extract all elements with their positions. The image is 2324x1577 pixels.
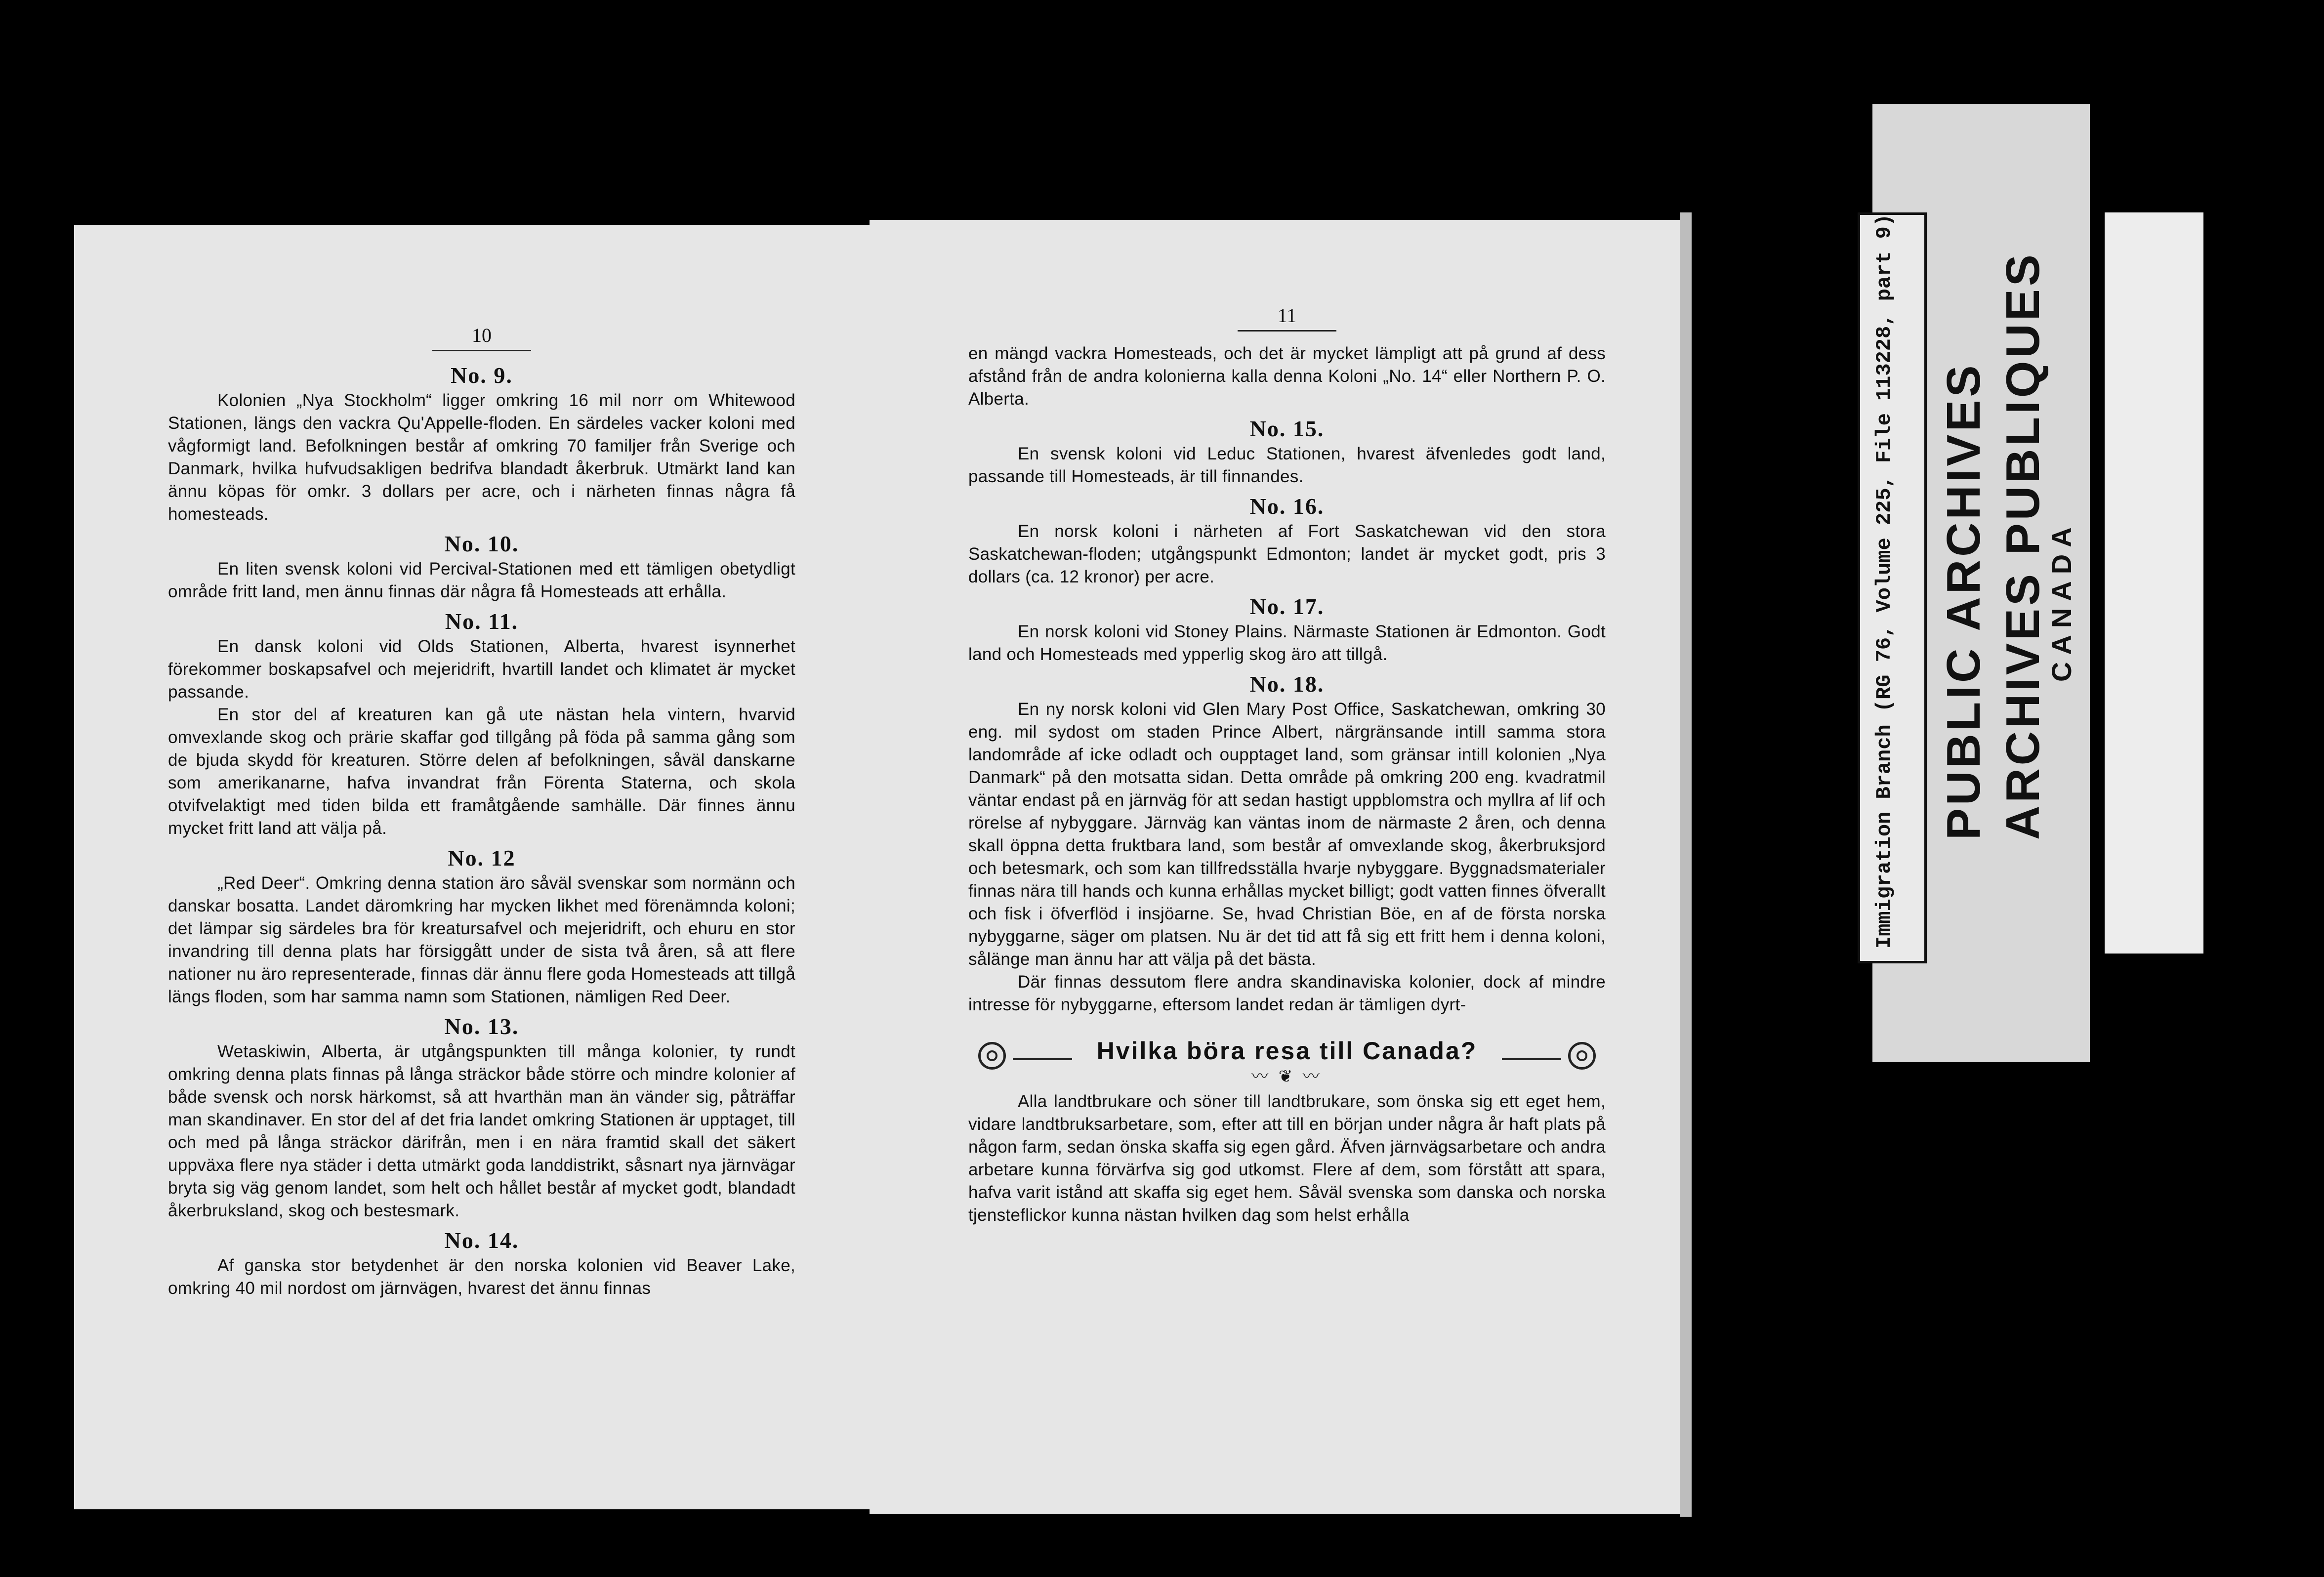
archive-country: CANADA	[2046, 520, 2077, 682]
section-heading: No. 10.	[444, 531, 519, 556]
section-paragraph: En norsk koloni vid Stoney Plains. Närmaste Stationen är Edmonton. Godt land och Homesteads med ypperlig skog äro att tillgå.	[968, 622, 1606, 664]
left-sections	[168, 362, 795, 1300]
section-paragraph: En stor del af kreaturen kan gå ute nästan hela vintern, hvarvid omvexlande skog och prärie skaffar god tillgång på föda på samma gång som de bjuda skydd för kreaturen. Större delen af befolkningen, såväl danskarne som amerikanarne, hafva invandrat från Förenta Staterna, och skola otvifvelaktigt med tiden bilda ett framåtgående samhälle. Där finnes ännu mycket fritt land att välja på.	[168, 705, 795, 838]
archive-reference: Immigration Branch (RG 76, Volume 225, File 113228, part 9)	[1872, 213, 1896, 949]
section-paragraph: „Red Deer“. Omkring denna station äro såväl svenskar som normänn och danskar bosatta. Landet däromkring har mycken likhet med förenämnda koloni; det lämpar sig särdeles bra för kreatursafvel och mejeridrift, och ehuru en stor invandring till denna plats har försiggått under de sista två åren, så att flere nationer nu äro representerade, finnas där ännu flere goda Homesteads att tillgå längs floden, som har samma namn som Stationen, nämligen Red Deer.	[168, 873, 795, 1006]
section-paragraph: En svensk koloni vid Leduc Stationen, hvarest äfvenledes godt land, passande till Homesteads, är till finnandes.	[968, 444, 1606, 486]
left-page	[74, 225, 870, 1509]
scroll-ornament-icon: 〰 ❦ 〰	[1251, 1068, 1323, 1086]
section-heading: No. 12	[448, 845, 516, 871]
section-heading: No. 9.	[451, 363, 513, 388]
section-banner	[968, 1031, 1606, 1085]
section-heading: No. 16.	[1249, 494, 1325, 519]
section-heading: No. 14.	[444, 1228, 519, 1253]
intro-paragraph: en mängd vackra Homesteads, och det är mycket lämpligt att på grund af dess afstånd från de andra kolonierna kalla denna Koloni „No. 14“ eller Northern P. O. Alberta.	[968, 344, 1606, 409]
banner-rule	[1013, 1058, 1072, 1060]
section-paragraph: En ny norsk koloni vid Glen Mary Post Office, Saskatchewan, omkring 30 eng. mil sydost om staden Prince Albert, närgränsande intill samma stora landområde af icke odladt och oupptaget land, som gränsar intill kolonien „Nya Danmark“ på den motsatta sidan. Detta område på omkring 200 eng. kvadratmil väntar endast på en järnväg för att sedan hastigt uppblomstra och myllra af lif och rörelse af nybyggare. Järnväg kan väntas inom de närmaste 2 åren, och denna skall öppna detta fruktbara land, som består af omvexlande skog, åkerbruksjord och betesmark, och som kan tillfredsställa hvarje nybyggare. Byggnadsmaterialer finnas nära till hands och kunna erhållas mycket billigt; godt vatten finnes öfverallt och fisk i öfverflöd i insjöarne. Se, hvad Christian Böe, en af de första norska nybyggarne, säger om platsen. Nu är det tid att få sig ett fritt hem i denna koloni, sålänge man ännu har att välja på det bästa.	[968, 700, 1606, 969]
banner-rule	[1502, 1058, 1561, 1060]
page-number: 10	[432, 324, 531, 351]
banner-title: Hvilka böra resa till Canada?	[1096, 1037, 1478, 1065]
section-paragraph: Där finnas dessutom flere andra skandinaviska kolonier, dock af mindre intresse för nybyggarne, eftersom landet redan är tämligen dyrt-	[968, 972, 1606, 1014]
section-paragraph: En dansk koloni vid Olds Stationen, Alberta, hvarest isynnerhet förekommer boskapsafvel och mejeridrift, hvartill landet och klimatet är mycket passande.	[168, 637, 795, 702]
label-right-strip	[2105, 212, 2203, 954]
right-sections	[968, 415, 1606, 1016]
section-heading: No. 11.	[445, 609, 519, 634]
section-paragraph: Af ganska stor betydenhet är den norska kolonien vid Beaver Lake, omkring 40 mil nordost om järnvägen, hvarest det ännu finnas	[168, 1256, 795, 1298]
section-heading: No. 15.	[1249, 416, 1325, 441]
section-heading: No. 18.	[1249, 671, 1325, 697]
section-paragraph: En liten svensk koloni vid Percival-Stationen med ett tämligen obetydligt område fritt land, men ännu finnas där några få Homesteads att erhålla.	[168, 559, 795, 601]
section-paragraph: Wetaskiwin, Alberta, är utgångspunkten till många kolonier, ty rundt omkring denna plats finnas på långa sträckor både större och mindre kolonier af både svensk och norsk härkomst, så att hvarthän man än vänder sig, påträffar man skandinaver. En stor del af det fria landet omkring Stationen är upptaget, till och med på långa sträckor därifrån, men i en nära framtid skall det säkert uppväxa flere nya städer i detta utmärkt goda landdistrikt, såsnart nya järnvägar bryta sig väg genom landet, som helt och hållet består af mycket godt, blandadt åkerbruksland, skog och bestesmark.	[168, 1042, 795, 1220]
section-paragraph: Kolonien „Nya Stockholm“ ligger omkring 16 mil norr om Whitewood Stationen, längs den vackra Qu'Appelle-floden. En särdeles vacker koloni med vågformigt land. Befolkningen består af omkring 70 familjer från Sverige och Danmark, hvilka hufvudsakligen bedrifva blandadt åkerbruk. Utmärkt land kan ännu köpas för omkr. 3 dollars per acre, och i närheten finnas några få homesteads.	[168, 391, 795, 524]
archive-name-english: PUBLIC ARCHIVES	[1937, 362, 1990, 840]
archive-name-french: ARCHIVES PUBLIQUES	[1996, 251, 2049, 840]
closing-paragraph: Alla landtbrukare och söner till landtbrukare, som önska sig ett eget hem, vidare landtbruksarbetare, som, efter att till en början under några år haft plats på någon farm, sedan önska skaffa sig egen gård. Äfven järnvägsarbetare och andra arbetare kunna förvärfva sig god utkomst. Flere af dem, som förstått att spara, hafva varit istånd att skaffa sig eget hem. Såväl svenska som danska och norska tjensteflickor kunna nästan hvilken dag som helst erhålla	[968, 1092, 1606, 1225]
section-heading: No. 13.	[444, 1014, 519, 1039]
spiral-ornament-icon	[1568, 1042, 1596, 1070]
spiral-ornament-icon	[978, 1042, 1006, 1070]
section-heading: No. 17.	[1249, 594, 1325, 619]
page-edge	[1680, 212, 1692, 1517]
section-paragraph: En norsk koloni i närheten af Fort Saskatchewan vid den stora Saskatchewan-floden; utgångspunkt Edmonton; landet är mycket godt, pris 3 dollars (ca. 12 kronor) per acre.	[968, 522, 1606, 586]
right-page	[870, 220, 1690, 1514]
page-number: 11	[1238, 304, 1336, 332]
